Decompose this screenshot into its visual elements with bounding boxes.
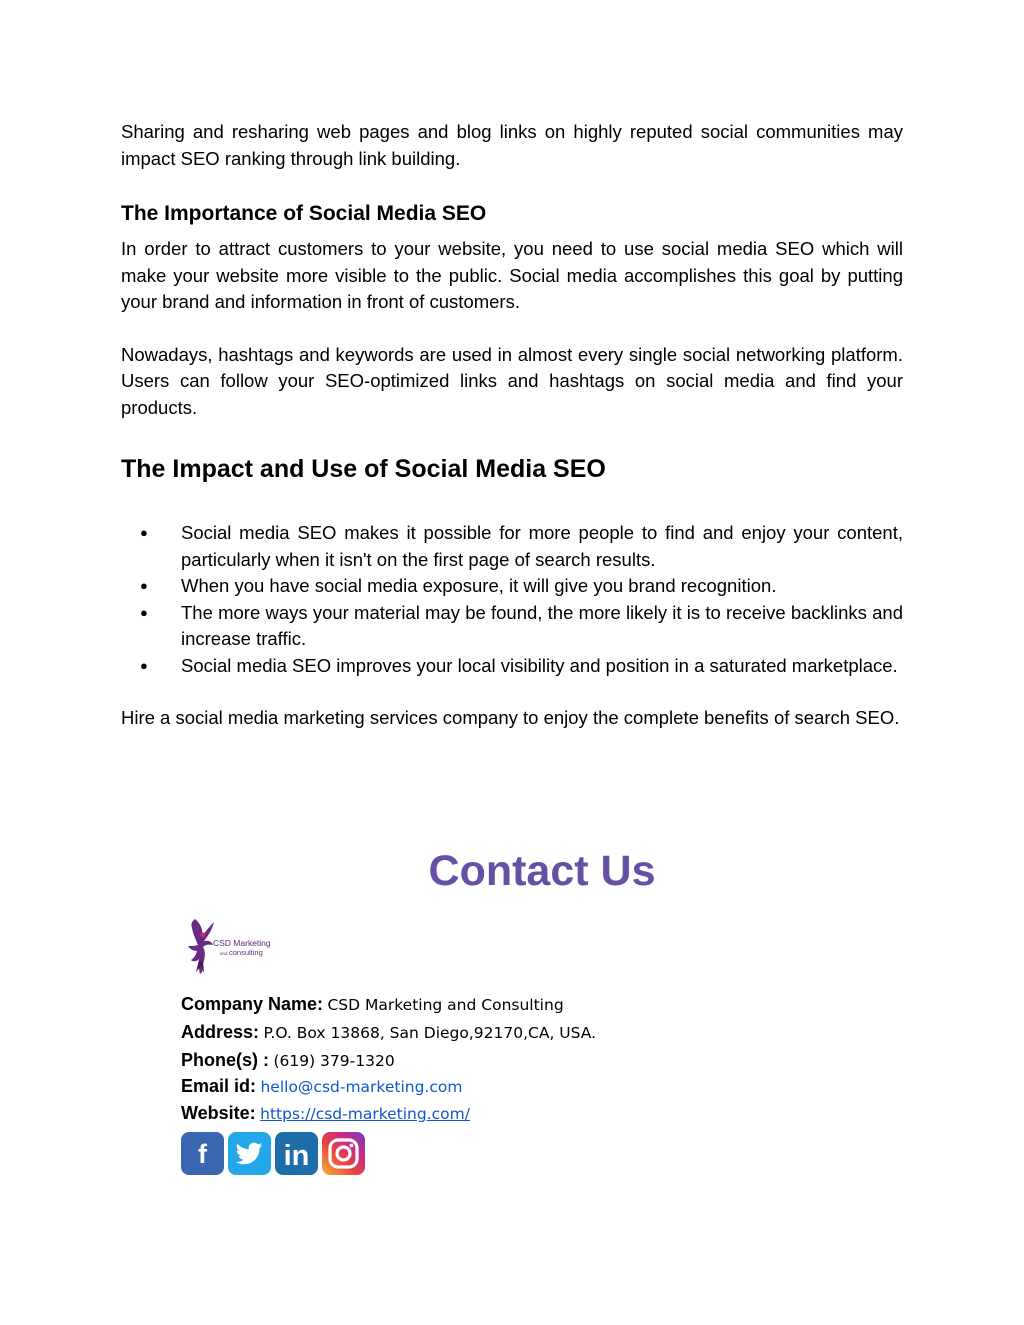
logo-text-line2: consulting	[229, 948, 263, 957]
intro-paragraph: Sharing and resharing web pages and blog links on highly reputed social communities may impact SEO ranking through link building.	[121, 121, 903, 169]
importance-paragraph-2: Nowadays, hashtags and keywords are used in almost every single social networking platform. Users can follow your SEO-optimized links and hashtags on social media and find your products.	[121, 343, 903, 418]
impact-heading: The Impact and Use of Social Media SEO	[121, 455, 606, 483]
website-link[interactable]: https://csd-marketing.com/	[260, 1105, 470, 1123]
email-label: Email id:	[181, 1076, 257, 1096]
facebook-glyph: f	[198, 1139, 207, 1169]
main-content	[121, 119, 903, 732]
phone-row	[181, 1050, 596, 1076]
closing-paragraph: Hire a social media marketing services company to enjoy the complete benefits of search SEO.	[121, 707, 900, 728]
logo-text-and: and	[220, 951, 228, 956]
address-label: Address:	[181, 1022, 260, 1042]
instagram-icon[interactable]	[322, 1132, 365, 1175]
contact-title: Contact Us	[428, 847, 656, 895]
twitter-icon[interactable]	[228, 1132, 271, 1175]
address-value: P.O. Box 13868, San Diego,92170,CA, USA.	[263, 1024, 597, 1042]
importance-paragraph-1: In order to attract customers to your website, you need to use social media SEO which will make your website more visible to the public. Social media accomplishes this goal by putting your brand and information in front of customers.	[121, 238, 903, 312]
list-item: ● Social media SEO improves your local visibility and position in a saturated marketplace.	[121, 653, 903, 680]
company-name-value: CSD Marketing and Consulting	[327, 996, 564, 1014]
impact-bullet-list	[121, 520, 903, 679]
address-row	[181, 1022, 596, 1050]
logo-text-line1: CSD Marketing	[213, 938, 271, 948]
importance-heading: The Importance of Social Media SEO	[121, 202, 487, 225]
company-name-label: Company Name:	[181, 994, 324, 1014]
social-icons	[181, 1132, 365, 1175]
phone-value: (619) 379-1320	[273, 1052, 395, 1070]
email-link[interactable]: hello@csd-marketing.com	[260, 1078, 463, 1096]
email-row	[181, 1076, 596, 1103]
website-label: Website:	[181, 1103, 256, 1123]
list-item: ● The more ways your material may be found, the more likely it is to receive backlinks and increase traffic.	[121, 600, 903, 653]
facebook-icon[interactable]	[181, 1132, 224, 1175]
website-row	[181, 1103, 596, 1131]
company-logo	[183, 916, 293, 976]
phone-label: Phone(s) :	[181, 1050, 269, 1070]
list-item: ● When you have social media exposure, it will give you brand recognition.	[121, 573, 903, 600]
linkedin-icon[interactable]	[275, 1132, 318, 1175]
list-item: ● Social media SEO makes it possible for more people to find and enjoy your content, particularly when it isn't on the first page of search results.	[121, 520, 903, 573]
contact-info	[181, 994, 596, 1131]
linkedin-glyph: in	[283, 1140, 310, 1172]
company-name-row	[181, 994, 596, 1022]
